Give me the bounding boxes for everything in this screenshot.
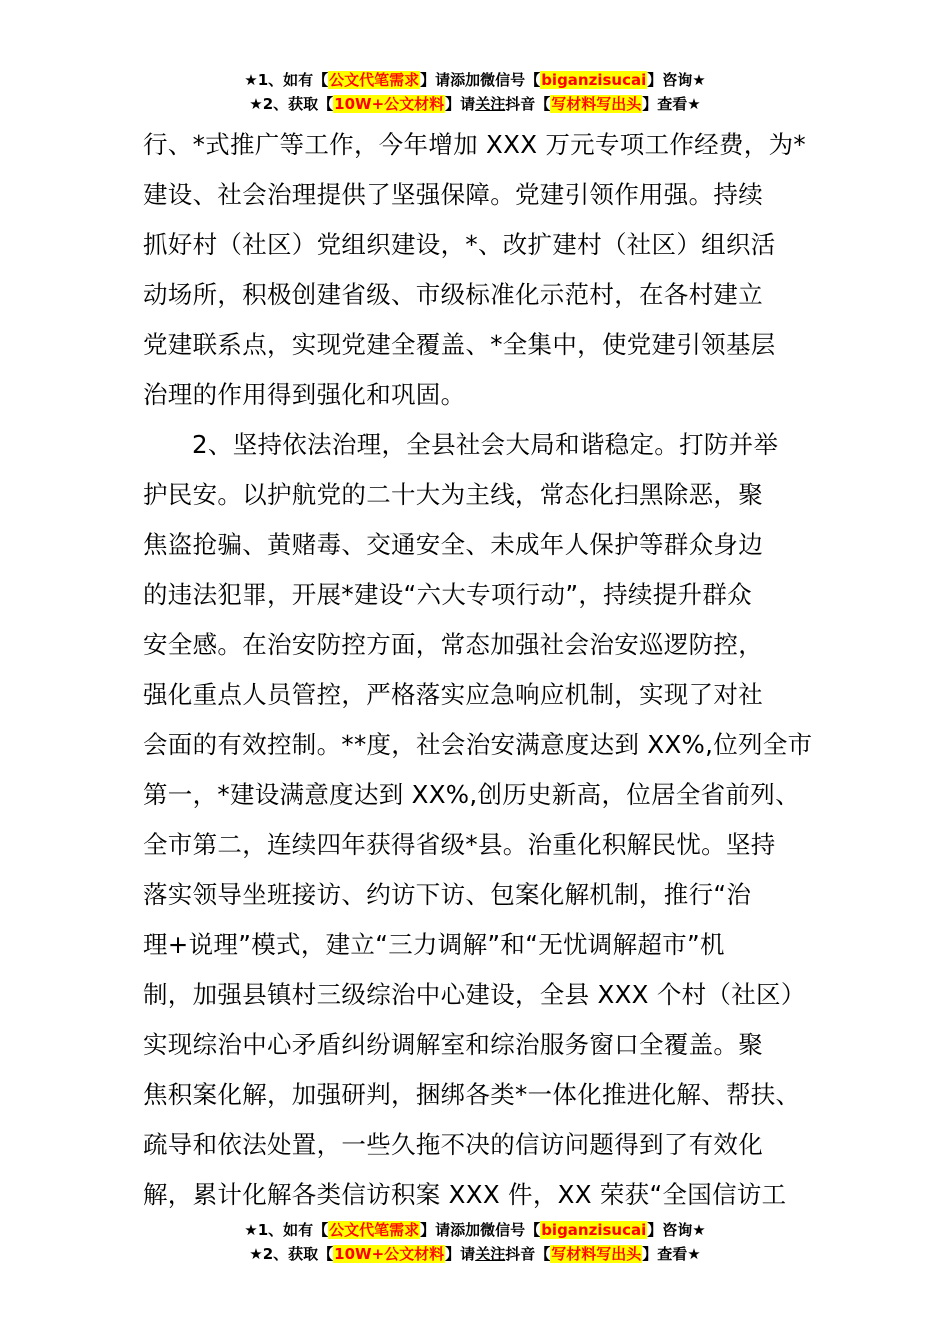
- body-line: 理+说理”模式，建立“三力调解”和“无忧调解超市”机: [143, 930, 725, 959]
- body-line: 落实领导坐班接访、约访下访、包案化解机制，推行“治: [143, 880, 752, 909]
- promo-text: 2、获取【: [262, 1245, 334, 1263]
- star-icon: ★: [244, 71, 258, 89]
- promo-highlight: 10W+公文材料: [334, 1245, 445, 1263]
- promo-underlined-text: 关注: [475, 1245, 506, 1263]
- body-line: 强化重点人员管控，严格落实应急响应机制，实现了对社: [143, 680, 763, 709]
- body-line: 动场所，积极创建省级、市级标准化示范村，在各村建立: [143, 280, 763, 309]
- body-line: 会面的有效控制。**度，社会治安满意度达到 XX%,位列全市: [143, 730, 813, 759]
- promo-text: 2、获取【: [262, 95, 334, 113]
- star-icon: ★: [249, 95, 263, 113]
- promo-line-2: [0, 1242, 950, 1266]
- promo-text: 】查看: [642, 95, 688, 113]
- promo-underlined-text: 关注: [475, 95, 506, 113]
- promo-text: 1、如有【: [257, 1221, 329, 1239]
- body-line: 的违法犯罪，开展*建设“六大专项行动”，持续提升群众: [143, 580, 752, 609]
- document-body: [143, 120, 823, 1220]
- douyin-id-highlight: 写材料写出头: [551, 1245, 642, 1263]
- promo-text: 】请添加微信号【: [420, 1221, 541, 1239]
- body-line: 实现综治中心矛盾纠纷调解室和综治服务窗口全覆盖。聚: [143, 1030, 763, 1059]
- promo-text: 】请: [445, 95, 476, 113]
- body-line: 抓好村（社区）党组织建设，*、改扩建村（社区）组织活: [143, 230, 776, 259]
- header-promo-banner: [0, 68, 950, 116]
- body-line: 制，加强县镇村三级综治中心建设，全县 XXX 个村（社区）: [143, 980, 806, 1009]
- wechat-id-highlight: biganzisucai: [541, 1221, 647, 1239]
- body-line: 党建联系点，实现党建全覆盖、*全集中，使党建引领基层: [143, 330, 776, 359]
- promo-text: 】查看: [642, 1245, 688, 1263]
- star-icon: ★: [687, 95, 701, 113]
- star-icon: ★: [244, 1221, 258, 1239]
- promo-text: 】咨询: [647, 71, 693, 89]
- promo-line-1: [0, 1218, 950, 1242]
- body-line: 行、*式推广等工作，今年增加 XXX 万元专项工作经费，为*: [143, 130, 806, 159]
- wechat-id-highlight: biganzisucai: [541, 71, 647, 89]
- body-line: 治理的作用得到强化和巩固。: [143, 380, 466, 409]
- promo-text: 抖音【: [505, 95, 551, 113]
- body-line: 护民安。以护航党的二十大为主线，常态化扫黑除恶，聚: [143, 480, 763, 509]
- body-line: 疏导和依法处置，一些久拖不决的信访问题得到了有效化: [143, 1130, 763, 1159]
- promo-highlight: 公文代笔需求: [329, 71, 420, 89]
- body-line: 全市第二，连续四年获得省级*县。治重化积解民忧。坚持: [143, 830, 776, 859]
- section-heading-line: 2、坚持依法治理，全县社会大局和谐稳定。打防并举: [192, 430, 779, 459]
- body-line: 解，累计化解各类信访积案 XXX 件，XX 荣获“全国信访工: [143, 1180, 787, 1209]
- body-line: 第一，*建设满意度达到 XX%,创历史新高，位居全省前列、: [143, 780, 800, 809]
- promo-line-1: [0, 68, 950, 92]
- promo-highlight: 10W+公文材料: [334, 95, 445, 113]
- footer-promo-banner: [0, 1218, 950, 1266]
- promo-text: 抖音【: [505, 1245, 551, 1263]
- body-line: 安全感。在治安防控方面，常态加强社会治安巡逻防控，: [143, 630, 763, 659]
- body-line: 建设、社会治理提供了坚强保障。党建引领作用强。持续: [143, 180, 763, 209]
- promo-text: 1、如有【: [257, 71, 329, 89]
- promo-text: 】咨询: [647, 1221, 693, 1239]
- star-icon: ★: [692, 71, 706, 89]
- body-line: 焦积案化解，加强研判，捆绑各类*一体化推进化解、帮扶、: [143, 1080, 801, 1109]
- star-icon: ★: [692, 1221, 706, 1239]
- star-icon: ★: [687, 1245, 701, 1263]
- douyin-id-highlight: 写材料写出头: [551, 95, 642, 113]
- body-line: 焦盗抢骗、黄赌毒、交通安全、未成年人保护等群众身边: [143, 530, 763, 559]
- star-icon: ★: [249, 1245, 263, 1263]
- promo-line-2: [0, 92, 950, 116]
- promo-highlight: 公文代笔需求: [329, 1221, 420, 1239]
- promo-text: 】请: [445, 1245, 476, 1263]
- promo-text: 】请添加微信号【: [420, 71, 541, 89]
